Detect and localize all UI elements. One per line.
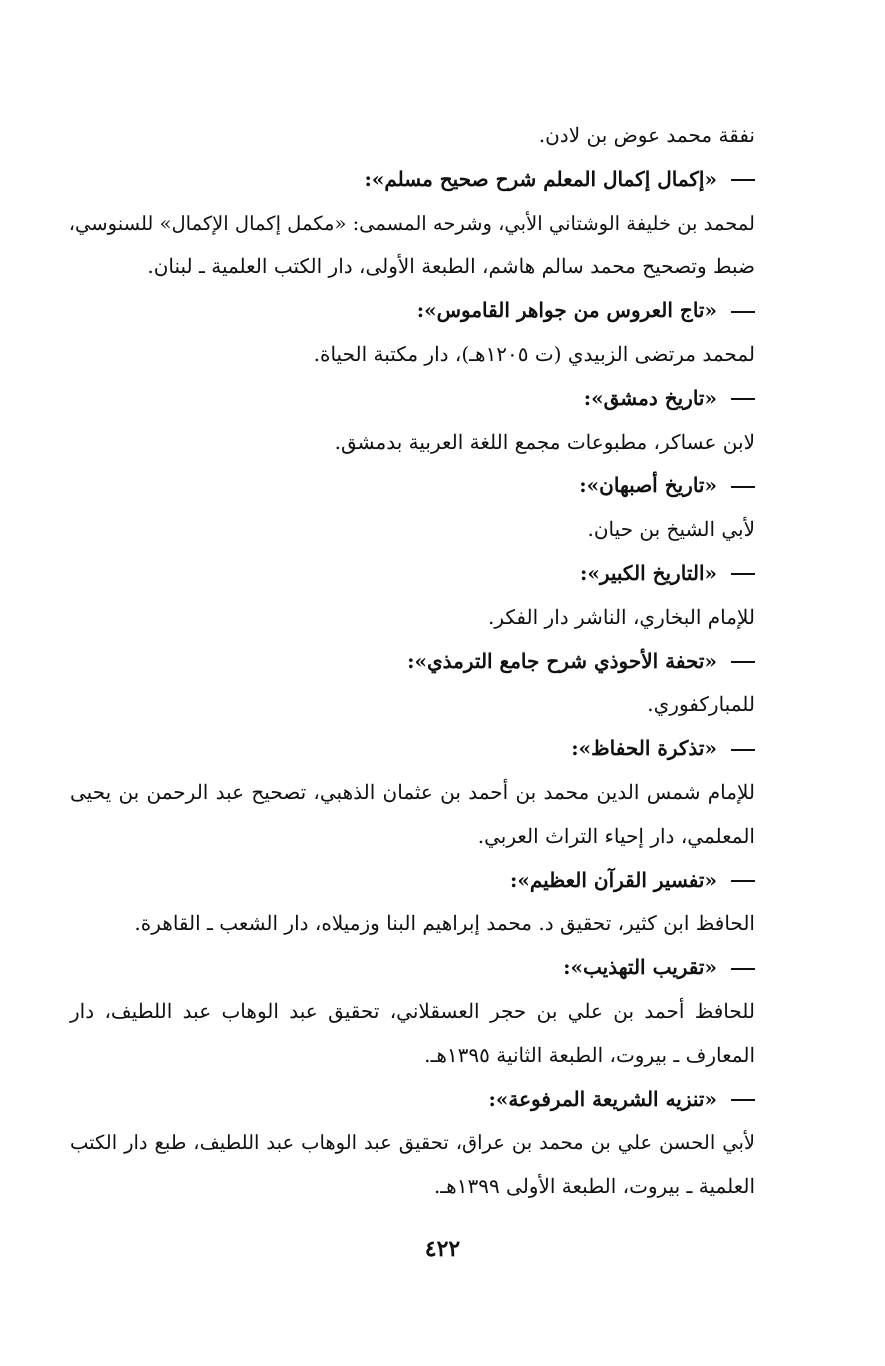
bibliography-entry-title	[70, 289, 755, 333]
bibliography-entry-line	[70, 1121, 755, 1165]
line-text: المعارف ـ بيروت، الطبعة الثانية ١٣٩٥هـ.	[424, 1042, 755, 1067]
bibliography-entry-line	[70, 202, 755, 246]
entry-dash	[731, 661, 755, 663]
bibliography-entry-line	[70, 421, 755, 465]
line-text: «تقريب التهذيب»:	[563, 955, 717, 980]
line-text: لأبي الحسن علي بن محمد بن عراق، تحقيق عبد الوهاب عبد اللطيف، طبع دار الكتب	[70, 1131, 755, 1155]
bibliography-entry-title	[70, 552, 755, 596]
bibliography-entry-line	[70, 114, 755, 158]
line-text: لأبي الشيخ بن حيان.	[587, 517, 755, 542]
line-text: لمحمد بن خليفة الوشتاني الأبي، وشرحه المسمى: «مكمل إكمال الإكمال» للسنوسي،	[68, 211, 755, 235]
bibliography-entry-title	[70, 859, 755, 903]
bibliography-entry-title	[70, 727, 755, 771]
line-text: الحافظ ابن كثير، تحقيق د. محمد إبراهيم البنا وزميلاه، دار الشعب ـ القاهرة.	[134, 911, 755, 936]
entry-dash	[731, 1099, 755, 1101]
entry-dash	[731, 179, 755, 181]
bibliography-entry-line	[70, 333, 755, 377]
line-text: المعلمي، دار إحياء التراث العربي.	[477, 823, 755, 848]
line-text: لمحمد مرتضى الزبيدي (ت ١٢٠٥هـ)، دار مكتبة الحياة.	[313, 341, 755, 366]
page-number: ٤٢٢	[424, 1236, 461, 1262]
line-text: «تحفة الأحوذي شرح جامع الترمذي»:	[407, 648, 717, 673]
line-text: ضبط وتصحيح محمد سالم هاشم، الطبعة الأولى، دار الكتب العلمية ـ لبنان.	[147, 254, 755, 279]
line-text: «تذكرة الحفاظ»:	[571, 736, 717, 761]
line-text: للإمام البخاري، الناشر دار الفكر.	[487, 604, 755, 629]
bibliography-entry-line	[70, 596, 755, 640]
bibliography-entry-title	[70, 946, 755, 990]
bibliography-entry-line	[70, 508, 755, 552]
line-text: «تاريخ أصبهان»:	[579, 473, 717, 498]
bibliography-entry-line	[70, 245, 755, 289]
bibliography-entry-line	[70, 1034, 755, 1078]
entry-dash	[731, 968, 755, 970]
line-text: للمباركفوري.	[647, 692, 755, 717]
bibliography-entry-title	[70, 158, 755, 202]
entry-dash	[731, 749, 755, 751]
bibliography-entry-line	[70, 990, 755, 1034]
line-text: للإمام شمس الدين محمد بن أحمد بن عثمان الذهبي، تصحيح عبد الرحمن بن يحيى	[70, 779, 755, 804]
bibliography-entry-line	[70, 1165, 755, 1209]
line-text: «إكمال إكمال المعلم شرح صحيح مسلم»:	[364, 166, 717, 191]
bibliography-entry-title	[70, 640, 755, 684]
line-text: نفقة محمد عوض بن لادن.	[538, 123, 755, 147]
line-text: «تفسير القرآن العظيم»:	[509, 867, 717, 892]
line-text: العلمية ـ بيروت، الطبعة الأولى ١٣٩٩هـ.	[433, 1174, 755, 1199]
bibliography-entry-title	[70, 1078, 755, 1122]
entry-dash	[731, 486, 755, 488]
entry-dash	[731, 398, 755, 400]
bibliography-entry-line	[70, 815, 755, 859]
bibliography-entry-title	[70, 377, 755, 421]
line-text: «تنزيه الشريعة المرفوعة»:	[488, 1086, 717, 1111]
entry-dash	[731, 311, 755, 313]
bibliography-entry-line	[70, 902, 755, 946]
bibliography-text	[70, 114, 755, 1209]
bibliography-entry-title	[70, 464, 755, 508]
bibliography-entry-line	[70, 771, 755, 815]
entry-dash	[731, 573, 755, 575]
bibliography-entry-line	[70, 683, 755, 727]
entry-dash	[731, 880, 755, 882]
line-text: «تاج العروس من جواهر القاموس»:	[416, 298, 717, 323]
line-text: للحافظ أحمد بن علي بن حجر العسقلاني، تحقيق عبد الوهاب عبد اللطيف، دار	[70, 998, 755, 1023]
line-text: لابن عساكر، مطبوعات مجمع اللغة العربية بدمشق.	[334, 429, 755, 454]
line-text: «التاريخ الكبير»:	[579, 560, 717, 585]
line-text: «تاريخ دمشق»:	[583, 385, 717, 410]
